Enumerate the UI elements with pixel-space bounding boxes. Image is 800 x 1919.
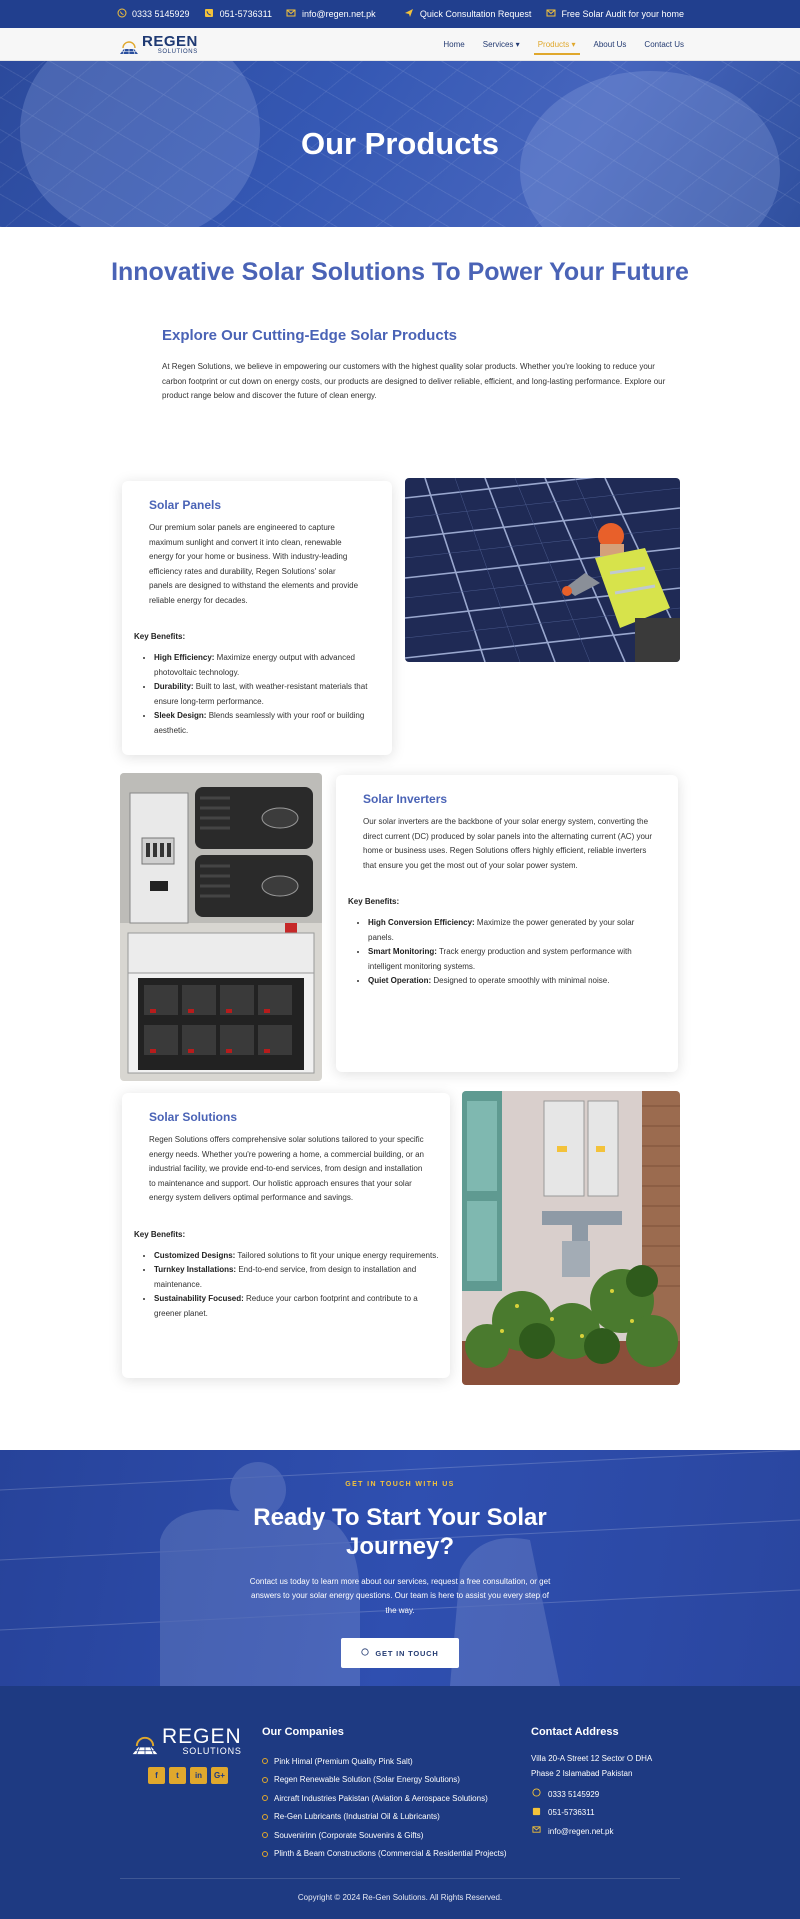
circle-icon (262, 1758, 268, 1764)
footer-contact (531, 1726, 671, 1841)
top-phone-link[interactable] (204, 8, 272, 21)
nav-services-label: Services (482, 39, 514, 49)
product-desc: Our premium solar panels are engineered to capture maximum sunlight and convert it into clean, renewable energy for your home or business. With industry-leading efficiency rates and durability, Regen Solutions' solar panels are designed to withstand the elements and provide reliable energy for decades. (149, 523, 359, 605)
product-desc: Our solar inverters are the backbone of your solar energy system, converting the direct current (DC) produced by solar panels into the alternating current (AC) your home or business uses. Regen Solutions offers highly efficient, reliable inverters that ensure you get the most out of your solar power system. (363, 817, 653, 870)
nav-about[interactable]: About Us (593, 39, 627, 49)
list-item: • Turnkey Installations: End-to-end service, from design to installation and maintenance. (154, 1263, 442, 1292)
linkedin-icon[interactable]: in (190, 1767, 207, 1784)
nav-menu (443, 28, 684, 61)
list-item[interactable]: Pink Himal (Premium Quality Pink Salt) (262, 1752, 507, 1771)
footer-companies (262, 1726, 507, 1863)
list-item[interactable]: Plinth & Beam Constructions (Commercial & Residential Projects) (262, 1845, 507, 1864)
footer-address: Villa 20-A Street 12 Sector O DHA Phase 2 Islamabad Pakistan (531, 1754, 652, 1778)
quick-consultation-text: Quick Consultation Request (419, 9, 532, 19)
footer-phone-link[interactable]: 051-5736311 (531, 1804, 671, 1823)
mail-icon (286, 8, 297, 21)
social-links (148, 1767, 228, 1784)
footer-whatsapp-link[interactable]: 0333 5145929 (531, 1785, 671, 1804)
footer-companies-title: Our Companies (262, 1726, 344, 1738)
get-in-touch-label: GET IN TOUCH (375, 1648, 439, 1658)
quick-consultation-link[interactable] (404, 8, 532, 21)
nav-home[interactable]: Home (443, 39, 465, 49)
top-contact-group (116, 8, 376, 21)
list-item: • Sustainability Focused: Reduce your carbon footprint and contribute to a greener planet. (154, 1292, 442, 1321)
whatsapp-icon (531, 1788, 542, 1800)
hero-title: Our Products (300, 126, 500, 161)
product-card-solar-solutions (122, 1093, 450, 1378)
footer-email-link[interactable]: info@regen.net.pk (531, 1822, 671, 1841)
cta-section (0, 1450, 800, 1686)
brand-name: REGEN (142, 32, 198, 50)
whatsapp-icon (116, 8, 127, 21)
solar-inverters-photo (120, 773, 322, 1081)
top-cta-group (404, 8, 684, 21)
list-item[interactable]: Regen Renewable Solution (Solar Energy Solutions) (262, 1771, 507, 1790)
nav-products[interactable] (538, 28, 576, 61)
key-benefits-label: Key Benefits: (134, 1229, 186, 1239)
product-title: Solar Solutions (149, 1110, 238, 1124)
brand-sub: SOLUTIONS (157, 48, 198, 55)
whatsapp-icon (361, 1648, 369, 1658)
brand-logo[interactable] (118, 34, 198, 55)
circle-icon (262, 1832, 268, 1838)
hero-banner (0, 61, 800, 227)
list-item[interactable]: Re-Gen Lubricants (Industrial Oil & Lubricants) (262, 1808, 507, 1827)
footer-brand-sub: SOLUTIONS (182, 1746, 242, 1756)
footer-address-title: Contact Address (531, 1726, 619, 1738)
twitter-icon[interactable]: t (169, 1767, 186, 1784)
list-item: • Customized Designs: Tailored solutions to fit your unique energy requirements. (154, 1249, 442, 1264)
product-card-solar-inverters (336, 775, 678, 1072)
circle-icon (262, 1814, 268, 1820)
sun-panel-icon (130, 1736, 160, 1756)
free-audit-text: Free Solar Audit for your home (561, 9, 684, 19)
list-item[interactable]: Souvenirinn (Corporate Souvenirs & Gifts) (262, 1826, 507, 1845)
main-title: Innovative Solar Solutions To Power Your Future (111, 258, 689, 286)
chevron-down-icon: ▾ (571, 39, 576, 49)
benefits-list (154, 651, 382, 738)
product-desc: Regen Solutions offers comprehensive solar solutions tailored to your specific energy needs. Whether you're powering a home, a commercial building, or an industrial facility, we provide end-to-end services, from design and installation to maintenance and support. Our holistic approach ensures that your solar energy system delivers optimal performance and savings. (149, 1135, 425, 1202)
list-item: • Quiet Operation: Designed to operate smoothly with minimal noise. (368, 974, 660, 989)
facebook-icon[interactable]: f (148, 1767, 165, 1784)
top-phone1-text: 0333 5145929 (132, 9, 190, 19)
top-email-text: info@regen.net.pk (301, 9, 376, 19)
footer-contact-list (531, 1785, 671, 1841)
top-phone2-text: 051-5736311 (219, 9, 272, 19)
list-item[interactable]: Aircraft Industries Pakistan (Aviation & Aerospace Solutions) (262, 1789, 507, 1808)
main-nav (0, 28, 800, 61)
list-item: • Sleek Design: Blends seamlessly with your roof or building aesthetic. (154, 709, 382, 738)
send-icon (404, 8, 415, 21)
mail-icon (531, 1825, 542, 1837)
list-item: • High Efficiency: Maximize energy output with advanced photovoltaic technology. (154, 651, 382, 680)
sun-panel-icon (118, 41, 140, 55)
googleplus-icon[interactable]: G+ (211, 1767, 228, 1784)
chevron-down-icon: ▾ (515, 39, 520, 49)
intro-text: At Regen Solutions, we believe in empowering our customers with the highest quality solar products. Whether you're looking to reduce your carbon footprint or cut down on energy costs, our products are designed to deliver reliable, efficient, and long-lasting performance. Explore our product range below and discover the future of clean energy. (162, 362, 666, 400)
key-benefits-label: Key Benefits: (348, 897, 400, 906)
footer-brand-name: REGEN (162, 1725, 242, 1748)
copyright-text: Copyright © 2024 Re-Gen Solutions. All Rights Reserved. (297, 1893, 503, 1902)
nav-services[interactable] (483, 28, 520, 61)
top-email-link[interactable] (286, 8, 376, 21)
key-benefits-label: Key Benefits: (134, 632, 186, 641)
cta-text: Contact us today to learn more about our services, request a free consultation, or get answers to your solar energy questions. Our team is here to assist you every step of the way. (249, 1576, 551, 1615)
top-bar (0, 0, 800, 28)
solar-panels-photo (405, 478, 680, 662)
cta-title: Ready To Start Your Solar Journey? (253, 1503, 547, 1560)
companies-list (262, 1752, 507, 1863)
circle-icon (262, 1851, 268, 1857)
list-item: • Durability: Built to last, with weather-resistant materials that ensure long-term performance. (154, 680, 382, 709)
cta-eyebrow: GET IN TOUCH WITH US (345, 1481, 455, 1488)
list-item: • Smart Monitoring: Track energy production and system performance with intelligent monitoring systems. (368, 945, 660, 974)
nav-products-label: Products (537, 39, 570, 49)
circle-icon (262, 1795, 268, 1801)
phone-icon (204, 8, 215, 21)
hero-shape (20, 61, 260, 227)
product-card-solar-panels (122, 481, 392, 755)
intro-heading: Explore Our Cutting-Edge Solar Products (162, 327, 458, 344)
footer-logo[interactable] (130, 1726, 242, 1756)
list-item: • High Conversion Efficiency: Maximize the power generated by your solar panels. (368, 916, 660, 945)
footer-divider (120, 1878, 680, 1879)
get-in-touch-button[interactable] (341, 1638, 458, 1668)
benefits-list (154, 1249, 442, 1322)
nav-contact[interactable]: Contact Us (644, 39, 684, 49)
circle-icon (262, 1777, 268, 1783)
solar-solutions-photo (462, 1091, 680, 1385)
phone-icon (531, 1807, 542, 1819)
product-title: Solar Panels (149, 498, 222, 512)
benefits-list (368, 916, 660, 989)
mail-icon (545, 8, 556, 21)
intro-section (0, 327, 800, 404)
footer (0, 1686, 800, 1919)
top-whatsapp-link[interactable] (116, 8, 190, 21)
product-title: Solar Inverters (363, 792, 448, 806)
free-audit-link[interactable] (545, 8, 684, 21)
